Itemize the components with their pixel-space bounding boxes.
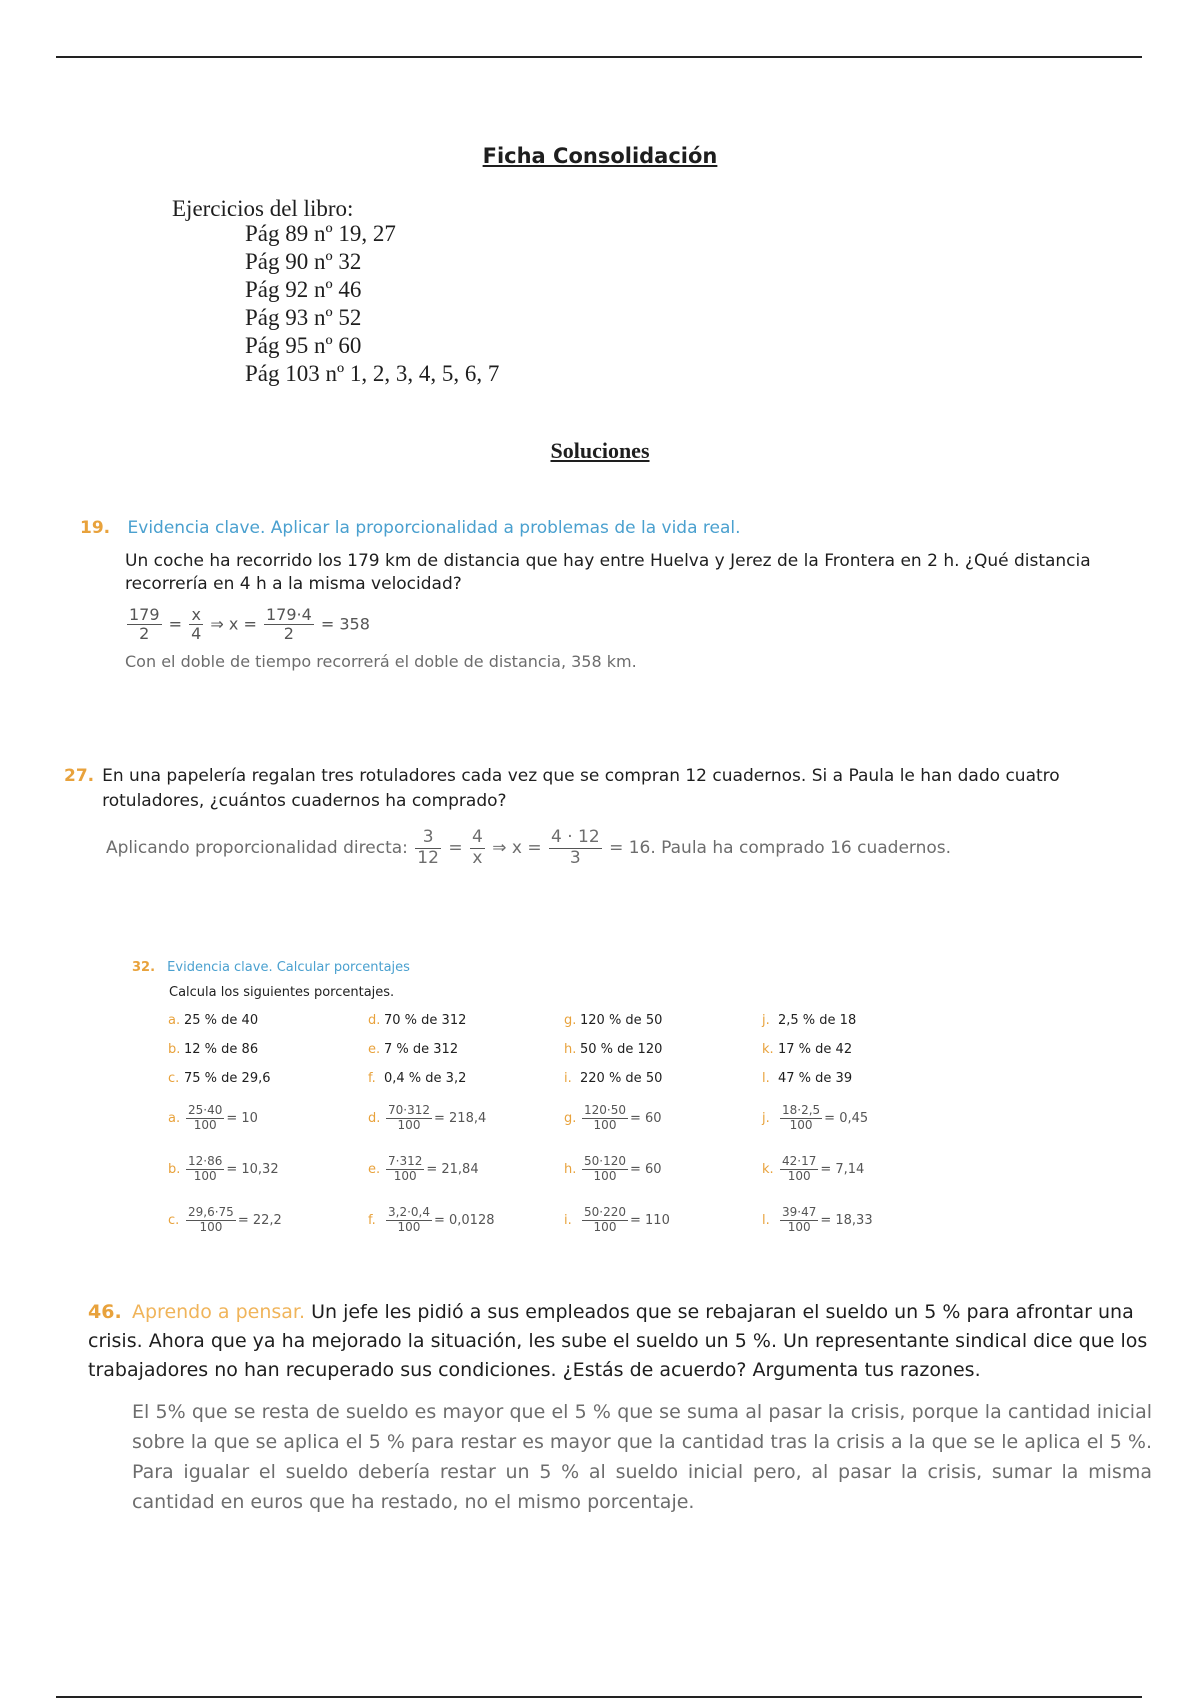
list-item: 75 % de 29,6 [184, 1071, 271, 1086]
exercise-answer: El 5% que se resta de sueldo es mayor que el 5 % que se suma al pasar la crisis, porque la cantidad inicial sobre la que se aplica el 5 % para restar es mayor que la cantidad tras la crisis a la que se le aplica el 5 %. Para igualar el sueldo debería restar un 5 % al sueldo inicial pero, al pasar la crisis, sumar la misma cantidad en euros que ha restado, no el mismo porcentaje. [132, 1401, 1152, 1513]
list-item: 25 % de 40 [184, 1013, 259, 1028]
list-item: 120 % de 50 [580, 1013, 663, 1028]
exercise-statement: Un jefe les pidió a sus empleados que se rebajaran el sueldo un 5 % para afrontar una crisis. Ahora que ya ha mejorado la situación, les sube el sueldo un 5 %. Un representante sindical dice que los trabajadores no han recuperado sus condiciones. ¿Estás de acuerdo? Argumenta tus razones. [88, 1301, 1148, 1381]
solution-fraction: $\frac{50\cdot 220}{100}$ [584, 1205, 626, 1234]
page-item: Pág 93 nº 52 [245, 305, 362, 330]
list-item: 12 % de 86 [184, 1042, 259, 1057]
solutions-title: Soluciones [550, 438, 650, 463]
exercises-intro: Ejercicios del libro: [172, 196, 354, 221]
page-list [245, 220, 499, 388]
exercise-number: 19. [80, 518, 111, 538]
exercise-number: 46. [88, 1301, 122, 1323]
exercise-statement: Un coche ha recorrido los 179 km de distancia que hay entre Huelva y Jerez de la Frontera en 2 h. ¿Qué distancia recorrería en 4 h a la misma velocidad? [125, 551, 1091, 594]
exercise-32 [132, 960, 1012, 1246]
page-item: Pág 92 nº 46 [245, 277, 362, 302]
solution-fraction: $\frac{12\cdot 86}{100}$ [188, 1154, 223, 1183]
solution-fraction: $\frac{29,6\cdot 75}{100}$ [188, 1205, 234, 1234]
list-item: 50 % de 120 [580, 1042, 663, 1057]
page-item: Pág 89 nº 19, 27 [245, 221, 396, 246]
top-rule [56, 56, 1142, 58]
solution-fraction: $\frac{50\cdot 120}{100}$ [584, 1154, 626, 1183]
solution-fraction: $\frac{25\cdot 40}{100}$ [188, 1103, 223, 1132]
page-item: Pág 90 nº 32 [245, 249, 362, 274]
page-item: Pág 103 nº 1, 2, 3, 4, 5, 6, 7 [245, 361, 500, 386]
page-item: Pág 95 nº 60 [245, 333, 362, 358]
list-item: 47 % de 39 [778, 1071, 853, 1086]
exercise-statement: En una papelería regalan tres rotuladores cada vez que se compran 12 cuadernos. Si a Paula le han dado cuatro rotuladores, ¿cuántos cuadernos ha comprado? [102, 766, 1060, 811]
percentage-grid: a. 25 % de 40 d. 70 % de 312 g. 120 % de 50 j. 2,5 % de 18 b. 12 % de 86 e. 7 % de 312 h. 50 % de 120 k. 17 % de 42 c. 75 % de 29,6 f. 0,4 % de 3,2 i. 220 % de 50 l. 47 % de 39 a. $\frac{25\cdot 40}{100}$ = 10 d. $\frac{70\cdot 312}{100}$ = 218,4 g. $\frac{120\cdot 50}{100}$ = 60 j. $\frac{18\cdot 2,5}{100}$ = 0,45 b. $\frac{12\cdot 86}{100}$ = 10,32 e. $\frac{7\cdot 312}{100}$ = 21,84 h. $\frac{50\cdot 120}{100}$ = 60 k. $\frac{42\cdot 17}{100}$ = 7,14 c. $\frac{29,6\cdot 75}{100}$ = 22,2 f. $\frac{3,2\cdot 0,4}{100}$ = 0,0128 i. $\frac{50\cdot 220}{100}$ = 110 l. $\frac{39\cdot 47}{100}$ = 18,33 [168, 1013, 873, 1234]
list-item: 70 % de 312 [384, 1013, 467, 1028]
exercise-heading: Evidencia clave. Aplicar la proporcionalidad a problemas de la vida real. [127, 518, 741, 538]
solution-fraction: $\frac{39\cdot 47}{100}$ [782, 1205, 817, 1234]
bottom-rule [56, 1696, 1142, 1698]
list-item: 7 % de 312 [384, 1042, 459, 1057]
solution-fraction: $\frac{70\cdot 312}{100}$ [388, 1103, 430, 1132]
solution-fraction: $\frac{18\cdot 2,5}{100}$ [782, 1103, 821, 1132]
solution-fraction: $\frac{120\cdot 50}{100}$ [584, 1103, 626, 1132]
solution-fraction: $\frac{7\cdot 312}{100}$ [388, 1154, 423, 1183]
exercise-number: 27. [64, 766, 95, 786]
exercise-label: Aprendo a pensar. [132, 1301, 306, 1323]
exercise-27 [64, 764, 1124, 868]
exercise-46 [88, 1298, 1152, 1517]
list-item: 17 % de 42 [778, 1042, 853, 1057]
list-item: 2,5 % de 18 [778, 1013, 857, 1028]
list-item: 220 % de 50 [580, 1071, 663, 1086]
solution-fraction: $\frac{42\cdot 17}{100}$ [782, 1154, 817, 1183]
page-title: Ficha Consolidación [482, 144, 718, 168]
exercise-instruction: Calcula los siguientes porcentajes. [169, 985, 395, 1000]
list-item: 0,4 % de 3,2 [384, 1071, 467, 1086]
math-expression: $\frac{179}{2}$ = $\frac{x}{4}$ ⇒ x = $\frac{179\cdot 4}{2}$ = 358 [129, 605, 370, 644]
exercise-answer: Con el doble de tiempo recorrerá el doble de distancia, 358 km. [125, 651, 637, 671]
solution-fraction: $\frac{3,2\cdot 0,4}{100}$ [388, 1205, 430, 1234]
exercise-answer: Aplicando proporcionalidad directa: $\frac{3}{12}$ = $\frac{4}{x}$ ⇒ x = $\frac{4 \cdot 12}{3}$ = 16. Paula ha comprado 16 cuadernos. [106, 827, 952, 868]
exercise-19 [80, 518, 1120, 671]
exercise-number: 32. [132, 960, 156, 975]
exercise-heading: Evidencia clave. Calcular porcentajes [167, 960, 410, 975]
